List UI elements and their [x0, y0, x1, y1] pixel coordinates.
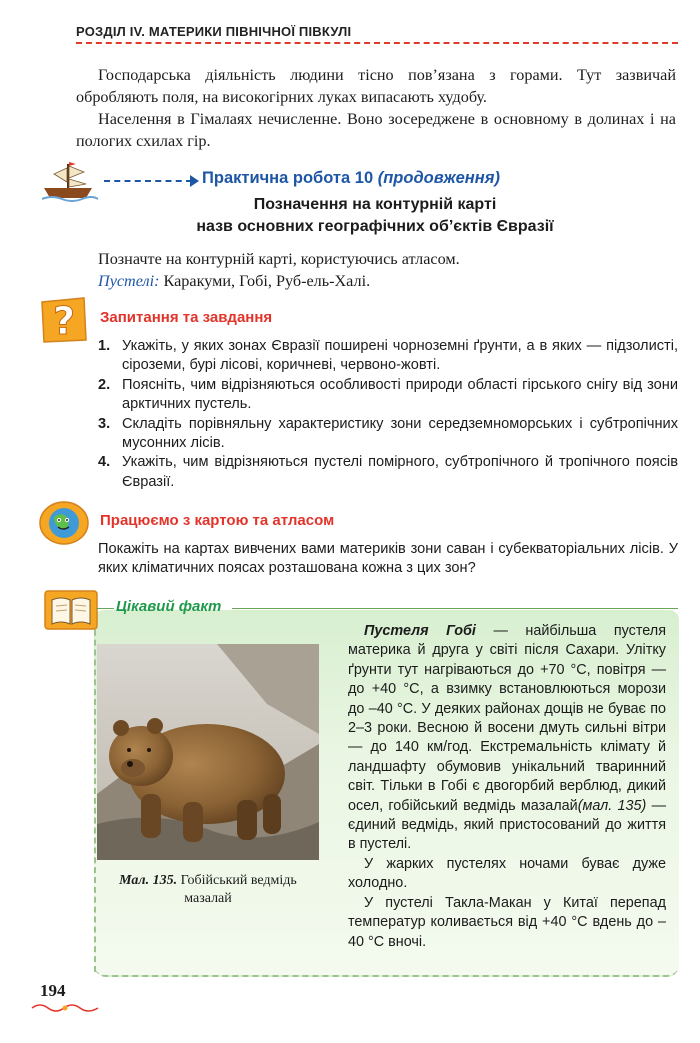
question-number: 3. — [98, 415, 111, 432]
list-item — [98, 453, 678, 492]
question-text: Укажіть, у яких зонах Євразії поширені чорноземні ґрунти, а в яких — підзолисті, сіроземи, бурі лісові, коричневі, червоно-жовті. — [122, 338, 678, 374]
fact-paragraph-3: У пустелі Такла-Макан у Китаї перепад температур коливається від +40 °С вдень до –40 °С вночі. — [348, 894, 666, 950]
question-text: Поясніть, чим відрізняються особливості природи області гірського снігу від зони арктичних пустель. — [122, 376, 678, 413]
questions-list — [98, 337, 678, 492]
practical-instruction: Позначте на контурній карті, користуючись атласом. — [98, 250, 460, 268]
caption-text: Гобійський ведмідь мазалай — [180, 873, 297, 906]
questions-heading: Запитання та завдання — [100, 309, 273, 326]
list-item — [98, 337, 678, 376]
title-arrow-line — [104, 180, 192, 182]
page-ornament-icon — [30, 1002, 100, 1014]
section-header: РОЗДІЛ IV. МАТЕРИКИ ПІВНІЧНОЇ ПІВКУЛІ — [76, 24, 352, 39]
deserts-list: Каракуми, Гобі, Руб-ель-Халі. — [163, 272, 371, 290]
fact-label-lead — [96, 608, 114, 609]
practical-continued: (продовження) — [377, 169, 500, 187]
question-number: 2. — [98, 376, 111, 393]
intro-text — [76, 64, 676, 152]
map-work-text: Покажіть на картах вивчених вами материків зони саван і субекваторіальних лісів. У яких кліматичних поясах розташована кожна з цих зон? — [98, 541, 678, 577]
fact-label: Цікавий факт — [116, 598, 222, 615]
intro-paragraph-1: Господарська діяльність людини тісно пов’язана з горами. Тут зазвичай обробляють поля, на високогірних луках випасають худобу. — [76, 66, 676, 106]
question-text: Укажіть, чим відрізняються пустелі помірного, субтропічного й тропічного поясів Євразії. — [122, 454, 678, 490]
practical-subtitle-line-2: назв основних географічних об’єктів Євразії — [196, 218, 554, 235]
practical-title — [202, 169, 500, 188]
fact-top-line — [232, 608, 678, 609]
question-number: 1. — [98, 338, 111, 354]
question-number: 4. — [98, 454, 111, 471]
globe-icon — [38, 500, 90, 546]
fact-text — [348, 622, 666, 952]
caption-label: Мал. 135. — [119, 873, 178, 888]
practical-subtitle — [150, 194, 600, 238]
bear-photo — [97, 644, 319, 860]
practical-subtitle-line-1: Позначення на контурній карті — [253, 196, 497, 213]
title-arrow-head — [190, 175, 199, 187]
fact-p1-rest: — найбільша пустеля материка й друга у світі після Сахари. Улітку ґрунти тут нагріваються до +70 °С, повітря — до +40 °С, а взимку встановлюються морози до –40 °С. У деяких районах дощів не буває по 2–3 роки. Весною й восени дмуть сильні вітри — до 140 км/год. Екстремальність клімату й ландшафту обумовив унікальний тваринний світ. Тільки в Гобі є двогорбий верблюд, дикий осел, гобійський ведмідь мазалай — [348, 623, 666, 814]
question-text: Складіть порівняльну характеристику зони середземноморських і субтропічних мусонних лісів. — [122, 415, 678, 452]
fact-figure-ref: (мал. 135) — [577, 797, 647, 814]
deserts-label: Пустелі: — [98, 272, 160, 290]
ship-icon — [40, 160, 100, 202]
map-work-heading: Працюємо з картою та атласом — [100, 512, 335, 529]
page-number: 194 — [40, 981, 66, 1000]
header-divider — [76, 42, 678, 44]
fact-paragraph-1 — [348, 622, 666, 855]
fact-paragraph-2: У жарких пустелях ночами буває дуже холодно. — [348, 855, 666, 892]
practical-body — [98, 248, 678, 292]
list-item — [98, 376, 678, 415]
fact-term: Пустеля Гобі — [364, 623, 476, 639]
figure-caption — [108, 872, 308, 908]
list-item — [98, 415, 678, 454]
practical-title-text: Практична робота 10 — [202, 169, 374, 187]
intro-paragraph-2: Населення в Гімалаях нечисленне. Воно зосереджене в основному в долинах і на пологих схилах гір. — [76, 110, 676, 150]
question-icon — [38, 294, 90, 346]
fact-p1-end: — єдиний ведмідь, який пристосований до життя в пустелі. — [348, 797, 667, 853]
practical-deserts — [98, 270, 678, 292]
svg-text:?: ? — [52, 299, 76, 343]
fact-left-line — [94, 610, 96, 972]
book-icon — [44, 590, 98, 630]
